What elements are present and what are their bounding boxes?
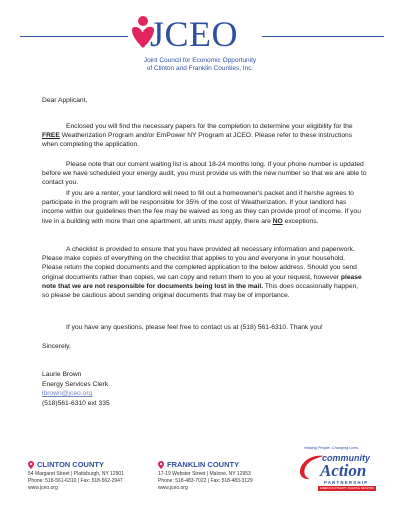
header-rule-left <box>20 36 128 37</box>
signer-title: Energy Services Clerk <box>42 380 109 388</box>
logo-wordmark: JCEO <box>150 14 239 54</box>
jceo-logo <box>130 12 265 56</box>
paragraph-renter: If you are a renter, your landlord will need to fill out a homeowner's packet and if he/she agrees to participate in the program will be responsible for 35% of the cost of Weatherization. If your landlord has income within our guidelines then the fee may be waived as long as they can provide proof of income. If you live in a building with more than one apartment, all units must apply, there are NO exceptions. <box>42 190 361 225</box>
clinton-phone: Phone: 518-561-6310 | Fax: 518-562-2947 <box>28 478 123 484</box>
paragraph-checklist: A checklist is provided to ensure that you have provided all necessary information and paperwork. Please make copies of everything on the checklist that applies to you and everyone in your household. Please return the copied documents and the completed application to the below address. Should you send original documents rather than copies, we can copy and return them to you at your request, however please note that we are not responsible for documents being lost in the mail. This does occasionally happen, so please be cautious about sending original documents that may be of importance. <box>42 246 362 300</box>
franklin-web[interactable]: www.jceo.org <box>158 485 188 491</box>
closing: Sincerely, <box>42 343 71 350</box>
signer-name: Laurie Brown <box>42 371 82 378</box>
signature-block <box>42 370 367 408</box>
paragraph-intro: Enclosed you will find the necessary papers for the completion to determine your eligibility for the FREE Weatherization Program and/or EmPower NY Program at JCEO. Please refer to these instructions when completing the application. <box>42 123 353 149</box>
cap-bar: AMERICA'S POVERTY FIGHTING NETWORK <box>319 487 375 490</box>
footer-franklin <box>158 460 253 492</box>
paragraph-contact: If you have any questions, please feel free to contact us at (518) 561-6310. Thank you! <box>66 324 323 331</box>
not-responsible-emphasis: please note that we are not responsible for documents being lost in the mail. <box>42 273 362 290</box>
salutation: Dear Applicant, <box>42 97 88 104</box>
map-pin-icon <box>28 461 34 469</box>
clinton-county-title: CLINTON COUNTY <box>37 460 104 469</box>
map-pin-icon <box>158 461 164 469</box>
free-emphasis: FREE <box>42 132 60 140</box>
franklin-county-title: FRANKLIN COUNTY <box>167 460 240 469</box>
cap-tagline: Helping People. Changing Lives. <box>304 446 360 450</box>
cap-community: community <box>322 453 371 463</box>
community-action-logo <box>296 446 378 496</box>
signer-phone: (518)561-6310 ext 335 <box>42 399 110 407</box>
clinton-address: 54 Margaret Street | Plattsburgh, NY 12901 <box>28 471 124 477</box>
clinton-web[interactable]: www.jceo.org <box>28 485 58 491</box>
org-name-line1: Joint Council for Economic Opportunity <box>143 57 257 64</box>
cap-action: Action <box>320 461 367 480</box>
franklin-phone: Phone: 518-483-7022 | Fax: 518-483-3129 <box>158 478 253 484</box>
franklin-address: 17-19 Webster Street | Malone, NY 12953 <box>158 471 251 477</box>
paragraph-waiting-list: Please note that our current waiting list is about 18-24 months long. If your phone number is updated before we have scheduled your energy audit, you must provide us with the new number so that we are able to contact you. <box>42 161 367 187</box>
header-rule-right <box>262 36 384 37</box>
org-name-line2: of Clinton and Franklin Counties, Inc. <box>146 65 254 72</box>
signer-email-link[interactable]: lbrown@jceo.org <box>42 390 93 398</box>
footer-clinton <box>28 460 124 492</box>
cap-partnership: PARTNERSHIP <box>324 480 369 485</box>
no-emphasis: NO <box>272 217 283 225</box>
